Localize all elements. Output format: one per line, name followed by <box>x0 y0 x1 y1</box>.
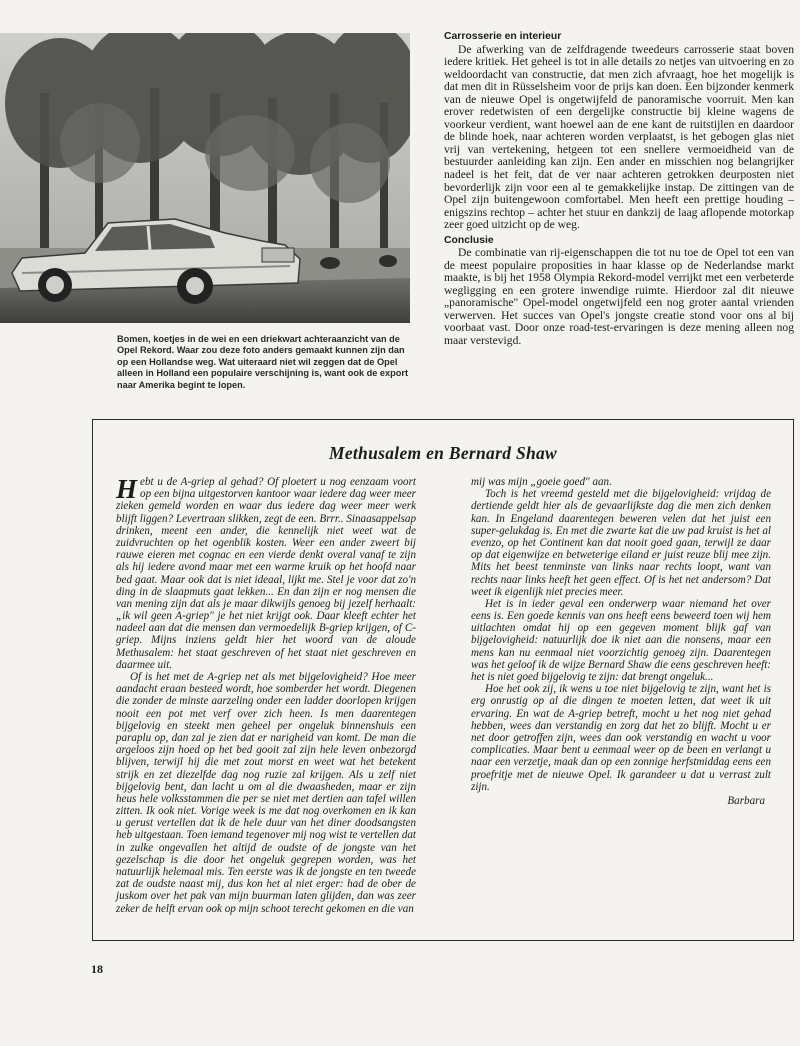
section-heading-carrosserie: Carrosserie en interieur <box>444 31 562 42</box>
column-paragraph: Of is het met de A-griep net als met bijgelovigheid? Hoe meer aandacht eraan besteed wordt, hoe somberder het wordt. Diegenen die zonder de minste aarzeling onder een ladder doorlopen krijgen nooit een pot met verf over zich heen. Is men daarentegen bijgelovig en steekt men geheel per ongeluk binnenshuis een paraplu op, dan zal je zien dat er narigheid van komt. De man die argeloos zijn hoed op het bed gooit zal zijn hele leven onbezorgd blijven, terwijl hij die met zout morst en weet wat het betekent strijk en zet diezelfde dag nog ruzie zal krijgen. Als u zelf niet bijgelovig bent, dan lacht u om al die dwaasheden, maar er zijn heus hele volksstammen die per se niet met dertien aan tafel willen zitten. Ik ook niet. Vorige week is me dat nog overkomen en ik kan u gerust vertellen dat ik de hele duur van het diner doodsangsten heb uitgestaan. Toen iemand tegenover mij nog wist te vertellen dat in zulke ongevallen het altijd de oudste of de jongste van het gezelschap is die door het ongeluk gegrepen worden, was het natuurlijk helemaal mis. Ten eerste was ik de jongste en ten tweede zat de oudste naast mij, dus kon het al niet erger: had de ober de juskom over het pak van mijn buurman laten glijden, dan was zeer zeker de helft ervan ook op mijn schoot terecht gekomen en die van <box>116 671 416 915</box>
column-left <box>116 476 416 915</box>
drop-cap: H <box>116 474 138 504</box>
column-paragraph: Hebt u de A-griep al gehad? Of ploetert u nog eenzaam voort op een bijna uitgestorven kantoor waar iedere dag weer meer zieken gemeld worden en waar dus iedere dag weer meer werk blijft liggen? Levertraan slikken, zegt de een. Brrr.. Sinaasappelsap drinken, meent een ander, die kennelijk niet weet wat de zuidvruchten op het ogenblik kosten. Weer een ander zweert bij rauwe eieren met cognac en een vierde denkt overal vanaf te zijn als hij iedere avond maar met een warme kruik op het hoofd naar bed gaat. Maar ook dat is niet ideaal, lijkt me. Stel je voor dat zo'n ding in de slaapmuts gaat lekken... En dan zijn er nog mensen die van mening zijn dat als je maar dikwijls genoeg bij jezelf herhaalt: „ik wil geen A-griep" je het niet krijgt ook. Daar kleeft echter het nadeel aan dat die mensen dan vermoedelijk B-griep krijgen, of C-griep. Mijns inziens geldt hier het woord van de aloude Methusalem: het staat geschreven of het staat niet geschreven en daarmee uit. <box>116 474 416 671</box>
column-right <box>471 476 771 807</box>
section-text-conclusie: De combinatie van rij-eigenschappen die tot nu toe de Opel tot een van de meest populaire proposities in haar klasse op de Nederlandse markt maakte, is bij het 1958 Olympia Rekord-model verrijkt met een verbeterde wegligging en een grotere inwendige ruimte. Hierdoor zal dit nieuwe „panoramische" Opel-model ongetwijfeld een nog groter aantal vrienden verwerven. Het succes van Opel's jongste creatie stond voor ons al bij voorbaat vast. Door onze road-test-ervaringen is deze mening alleen nog maar verstevigd. <box>444 246 794 348</box>
column-paragraph: Toch is het vreemd gesteld met die bijgelovigheid: vrijdag de dertiende geldt hier als de gevaarlijkste dag die men zich denken kan. In Engeland daarentegen beweren velen dat het juist een super-gelukdag is. En met die zwarte kat die uw pad kruist is het al evenzo, op het Continent kan dat nooit goed gaan, terwijl ze daar op dat eigenwijze en betweterige eiland er juist reuze blij mee zijn. Mits het beest tenminste van links naar rechts loopt, want van rechts naar links heeft het geen effect. Of is het net andersom? Dat weet ik eigenlijk niet precies meer. <box>471 488 771 598</box>
section-heading-conclusie: Conclusie <box>444 234 494 246</box>
column-title: Methusalem en Bernard Shaw <box>328 443 558 463</box>
author-signature: Barbara <box>727 794 765 807</box>
column-paragraph: Hoe het ook zij, ik wens u toe niet bijgelovig te zijn, want het is erg onrustig op al die dingen te moeten letten, dat weet ik uit ervaring. En wat de A-griep betreft, mocht u het nog niet gehad hebben, wees dan verstandig en zorg dat het zo blijft. Mocht u er net door getroffen zijn, wees dan ook verstandig en wacht u voor complicaties. Maar bent u eenmaal weer op de been en verlangt u naar een verzetje, maak dan op een zonnige herfstmiddag eens een proefritje met de nieuwe Opel. Ik garandeer u dat u verrast zult zijn. <box>471 683 771 793</box>
column-box <box>92 419 794 941</box>
column-paragraph: Het is in ieder geval een onderwerp waar niemand het over eens is. Een goede kennis van ons heeft eens beweerd toen wij hem uitlachten omdat hij op een gegeven moment blijk gaf van bijgelovigheid: natuurlijk doe ik niet aan die nonsens, maar een mens kan nu eenmaal niet voorzichtig genoeg zijn. Daarentegen was het geloof ik de wijze Bernard Shaw die eens geschreven heeft: het is niet goed bijgelovig te zijn: dat brengt ongeluk... <box>471 597 771 683</box>
section-text-carrosserie: De afwerking van de zelfdragende tweedeurs carrosserie staat boven iedere kritiek. Het geheel is tot in alle details zo netjes van uitvoering en zo weldoordacht van constructie, dat men zich afvraagt, hoe het mogelijk is dat men dit in Rüsselsheim voor de prijs kan doen. Een bijzonder kenmerk van de nieuwe Opel is ongetwijfeld de panoramische voorruit. Men kan erover redetwisten of een dergelijke constructie bij kleine wagens de voorkeur verdient, want hoewel aan de ene kant de ruitstijlen en daardoor de blinde hoek, naar achteren worden verplaatst, is het gebogen glas niet vrij van vertekening, hetgeen tot een snellere vermoeidheid van de bestuurder aanleiding kan zijn. Een ander en misschien nog belangrijker nadeel is het feit, dat de ver naar achteren getrokken deurposten niet bevorderlijk zijn voor een al te gemakkelijke instap. De zittingen van de Opel zijn buitengewoon comfortabel. Men heeft een prettige houding – enigszins rechtop – achter het stuur en dankzij de laag aflopende motorkap zeer goed uitzicht op de weg. <box>444 42 794 232</box>
opel-rekord-photo <box>0 33 410 323</box>
road-test-article <box>444 31 794 351</box>
column-paragraph-continued: mij was mijn „goeie goed" aan. <box>471 476 612 488</box>
photo-caption: Bomen, koetjes in de wei en een driekwart achteraanzicht van de Opel Rekord. Waar zou deze foto anders gemaakt kunnen zijn dan op een Hollandse weg. Wat uiteraard niet wil zeggen dat de Opel alleen in Holland een populaire verschijning is, want ook de export naar Amerika begint te lopen. <box>117 334 408 390</box>
car-photo-image <box>0 33 410 323</box>
page-number: 18 <box>91 962 103 976</box>
